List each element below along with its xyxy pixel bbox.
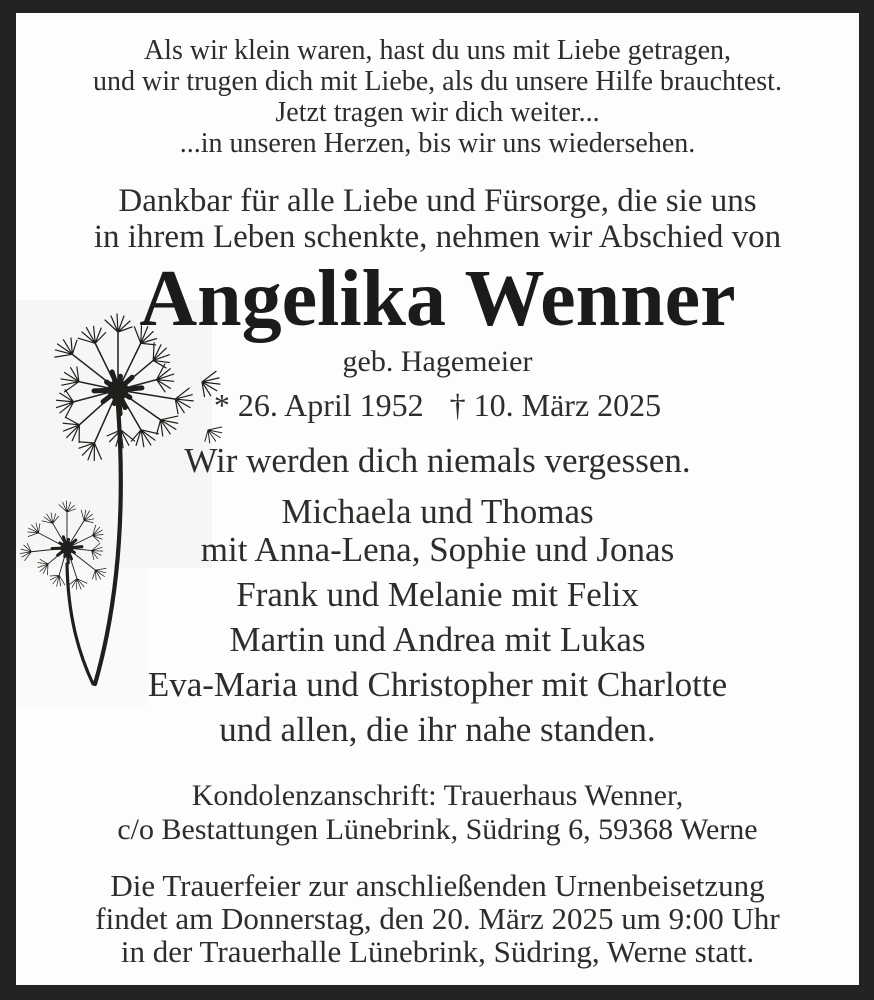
obituary-content <box>16 13 859 968</box>
mourner-line: Frank und Melanie mit Felix <box>236 575 639 614</box>
death-date: 10. März 2025 <box>473 387 662 423</box>
mourner-line: mit Anna-Lena, Sophie und Jonas <box>200 530 675 569</box>
birth-symbol: * <box>213 387 230 423</box>
funeral-line: in der Trauerhalle Lünebrink, Südring, Werne statt. <box>120 934 755 969</box>
deceased-name: Angelika Wenner <box>139 255 736 343</box>
verse-line: und wir trugen dich mit Liebe, als du unsere Hilfe brauchtest. <box>93 66 782 97</box>
obituary-card <box>16 13 859 985</box>
funeral-line: findet am Donnerstag, den 20. März 2025 um 9:00 Uhr <box>95 901 780 936</box>
verse-line: Jetzt tragen wir dich weiter... <box>275 97 600 128</box>
intro-text <box>16 183 859 255</box>
condolence-address <box>16 779 859 847</box>
mourner-line: Eva-Maria und Christopher mit Charlotte <box>147 665 728 704</box>
opening-verse <box>16 35 859 159</box>
mourner-line: Martin und Andrea mit Lukas <box>229 620 646 659</box>
life-dates <box>16 387 859 423</box>
condolence-line: Kondolenzanschrift: Trauerhaus Wenner, <box>191 779 684 812</box>
verse-line: Als wir klein waren, hast du uns mit Liebe getragen, <box>143 35 732 66</box>
birth-date: 26. April 1952 <box>237 387 424 423</box>
intro-line: in ihrem Leben schenkte, nehmen wir Abschied von <box>93 219 782 255</box>
mourner-line: und allen, die ihr nahe standen. <box>219 710 656 749</box>
maiden-name: geb. Hagemeier <box>342 345 533 378</box>
remembrance-line: Wir werden dich niemals vergessen. <box>184 441 691 480</box>
mourners-list <box>16 492 859 749</box>
intro-line: Dankbar für alle Liebe und Fürsorge, die sie uns <box>118 183 757 219</box>
mourner-line: Michaela und Thomas <box>281 492 594 531</box>
funeral-line: Die Trauerfeier zur anschließenden Urnenbeisetzung <box>110 868 765 903</box>
funeral-info <box>16 869 859 968</box>
death-symbol: † <box>449 387 466 423</box>
verse-line: ...in unseren Herzen, bis wir uns wiedersehen. <box>179 128 696 159</box>
condolence-line: c/o Bestattungen Lünebrink, Südring 6, 59368 Werne <box>117 813 758 846</box>
